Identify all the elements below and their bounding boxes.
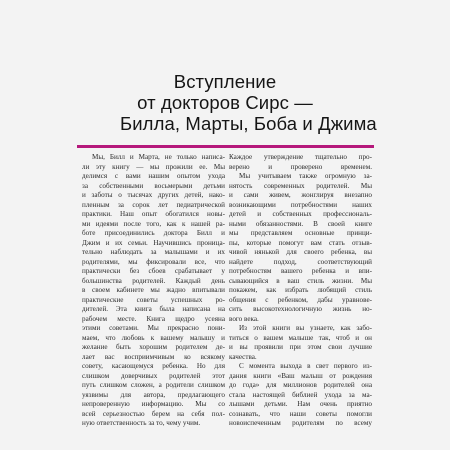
chapter-heading: [120, 71, 377, 134]
text-line: титься о вашем малыше так, чтоб и он: [229, 333, 372, 342]
text-line: родителями, мы фиксировали все, что: [82, 257, 225, 266]
text-line: и вы проявили при этом свои лучшие: [229, 343, 372, 351]
text-line: Джим и их семьи. Научившись проница-: [82, 238, 225, 247]
text-line: С момента выхода в свет первого из-: [239, 362, 372, 370]
text-line: Каждое утверждение тщательно про-: [229, 153, 372, 161]
text-line: непроверенную информацию. Мы со: [82, 400, 225, 408]
text-line: тельно наблюдать за малышами и их: [82, 248, 225, 256]
text-line: ную ответственность за то, чему учим.: [82, 419, 201, 427]
text-line: этими советами. Мы прекрасно пони-: [82, 324, 225, 332]
divider-left: [77, 145, 235, 148]
text-line: стала настоящей библией ухода за ма-: [229, 390, 372, 399]
text-line: качества.: [229, 352, 257, 361]
text-line: и заботы о тысячах других детей, нако-: [82, 191, 225, 199]
text-line: Из этой книги вы узнаете, как забо-: [239, 324, 372, 332]
chapter-heading-line-3: Билла, Марты, Боба и Джима: [120, 113, 377, 134]
text-line: ли эту книгу — мы прожили ее. Мы: [82, 162, 225, 171]
text-line: покажем, как избрать любящий стиль: [229, 286, 372, 294]
text-line: сывающийся в ваш стиль жизни. Мы: [229, 276, 372, 285]
text-line: пы, которые помогут вам стать отзыв-: [229, 238, 372, 247]
text-line: всей серьезностью берем на себя пол-: [82, 409, 225, 418]
text-line: ными обязанностями. В своей книге: [229, 219, 372, 228]
text-line: рабочем месте. Книга щедро усеяна: [82, 314, 225, 323]
text-line: Мы, Билл и Марта, не только написа-: [92, 153, 225, 161]
text-line: возникающими потребностями наших: [229, 200, 372, 209]
text-line: новоиспеченным родителям по всему: [229, 419, 372, 427]
text-column-left: [82, 153, 225, 429]
text-line: маем, что любовь к вашему малышу и: [82, 333, 225, 342]
text-line: пленным за сорок лет педиатрической: [82, 200, 225, 209]
text-line: детей и собственных профессиональ-: [229, 210, 372, 218]
text-line: делимся с вами нашим опытом ухода: [82, 172, 225, 180]
chapter-heading-line-2: от докторов Сирс —: [137, 92, 313, 113]
text-line: сить высокотехнологичную жизнь но-: [229, 305, 372, 313]
text-line: Мы учитываем также огромную за-: [239, 172, 372, 180]
text-line: общения с ребенком, дабы уравнове-: [229, 295, 372, 304]
text-line: практические советы успешных ро-: [82, 295, 225, 304]
text-line: мы представляем основные принци-: [229, 229, 372, 237]
text-line: ми идеями после того, как к нашей ра-: [82, 219, 225, 228]
text-line: чивой нянькой для своего ребенка, вы: [229, 248, 372, 256]
text-line: вого века.: [229, 314, 259, 323]
text-line: сознавать, что наши советы помогли: [229, 409, 372, 418]
text-line: лышами детьми. Нам очень приятно: [229, 400, 372, 408]
text-column-right: [229, 153, 372, 429]
text-line: дания книги «Ваш малыш от рождения: [229, 371, 372, 380]
text-line: практики. Наш опыт обогатился новы-: [82, 210, 225, 218]
text-line: за собственными восьмерыми детьми: [82, 181, 225, 190]
text-line: до года» для миллионов родителей она: [229, 381, 372, 389]
chapter-heading-line-1: Вступление: [173, 71, 277, 92]
text-line: верено и проверено временем.: [229, 162, 372, 171]
text-line: уязвимы для автора, предлагающего: [82, 390, 225, 399]
text-line: и сами живем, жонглируя внезапно: [229, 191, 372, 199]
text-line: найдете подход, соответствующий: [229, 257, 372, 266]
text-line: путь слишком сложен, а родители слишком: [82, 381, 225, 389]
text-line: дителей. Эта книга была написана на: [82, 305, 225, 313]
text-line: практически без сбоев срабатывает у: [82, 267, 225, 275]
text-line: совету, касающемуся ребенка. Но для: [82, 362, 225, 370]
text-line: боте присоединились доктора Билл и: [82, 229, 225, 237]
text-line: потребностям вашего ребенка и впи-: [229, 267, 372, 275]
text-line: большинства родителей. Каждый день: [82, 276, 225, 285]
text-line: в своем кабинете мы жадно впитывали: [82, 286, 225, 294]
text-line: лает вас восприимчивым ко всякому: [82, 352, 225, 361]
text-line: нятость современных родителей. Мы: [229, 181, 372, 190]
text-line: желание быть хорошим родителем де-: [82, 343, 225, 351]
text-line: слишком доверчивых родителей этот: [82, 371, 225, 380]
divider-right: [224, 145, 374, 148]
